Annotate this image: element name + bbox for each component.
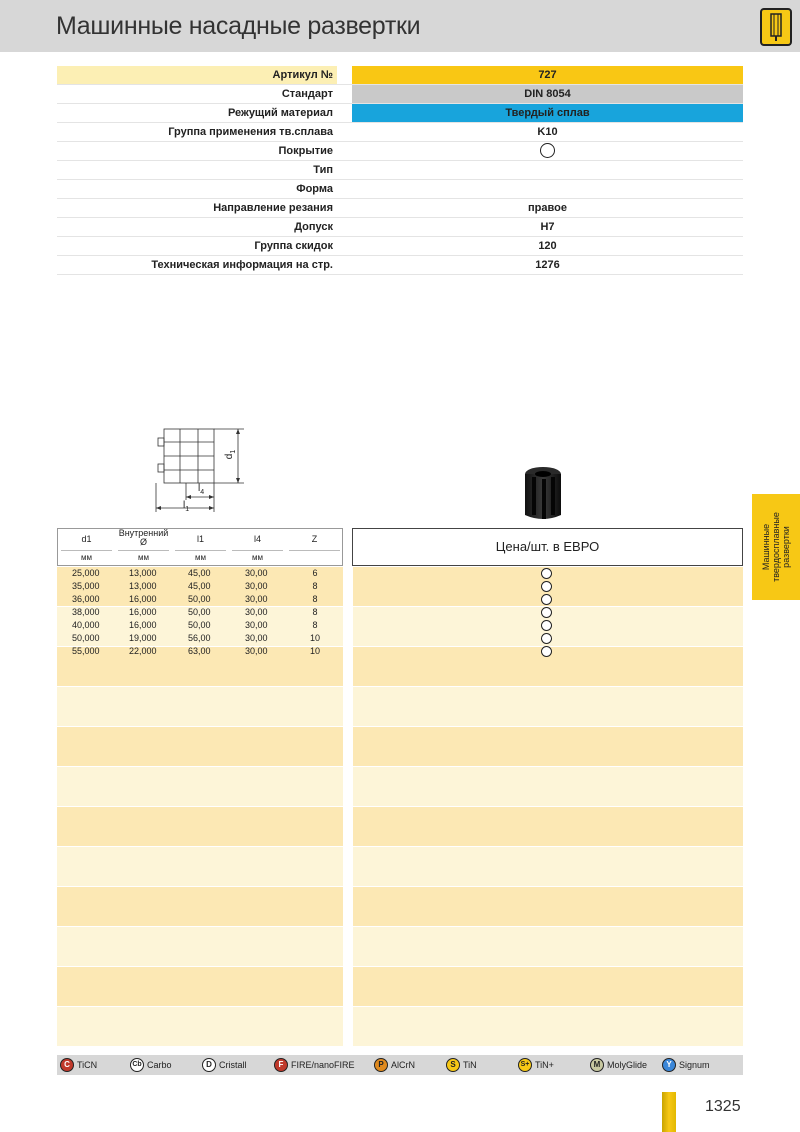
table-cell-d1: 25,000 — [72, 568, 100, 578]
table-cell-inner: 16,000 — [129, 607, 157, 617]
table-cell-z: 8 — [312, 620, 318, 630]
table-band — [353, 727, 743, 766]
dim-l1-label: $l_1$ — [183, 500, 190, 513]
table-cell-d1: 38,000 — [72, 607, 100, 617]
table-band — [57, 927, 343, 966]
table-row — [57, 580, 343, 593]
col-z-name: Z — [311, 534, 318, 544]
side-tab-label: Машинные твердосплавные развертки — [761, 512, 791, 582]
spec-value — [352, 180, 743, 198]
legend-label: TiCN — [77, 1060, 98, 1070]
table-cell-l1: 45,00 — [188, 568, 211, 578]
table-cell-l4: 30,00 — [245, 633, 268, 643]
price-on-request-icon — [541, 581, 552, 592]
table-cell-z: 8 — [312, 581, 318, 591]
col-l1-name: l1 — [196, 534, 204, 544]
col-d1-unit: мм — [81, 553, 92, 562]
page-title: Машинные насадные развертки — [56, 12, 421, 40]
price-on-request-icon — [541, 594, 552, 605]
price-on-request-icon — [541, 607, 552, 618]
spec-value: DIN 8054 — [352, 85, 743, 103]
spec-value: 727 — [352, 66, 743, 84]
coating-badge-icon: Y — [662, 1058, 676, 1072]
page-number: 1325 — [705, 1098, 741, 1115]
table-row — [57, 632, 343, 645]
spec-row — [57, 85, 743, 104]
coating-badge-icon: P — [374, 1058, 388, 1072]
table-cell-d1: 40,000 — [72, 620, 100, 630]
spec-row — [57, 180, 743, 199]
dim-l4-label: $l_4$ — [198, 483, 205, 496]
table-band — [353, 847, 743, 886]
table-cell-inner: 22,000 — [129, 646, 157, 656]
col-d1 — [58, 529, 115, 565]
table-band — [57, 807, 343, 846]
col-l1 — [172, 529, 229, 565]
legend-label: Signum — [679, 1060, 710, 1070]
table-cell-l1: 63,00 — [188, 646, 211, 656]
table-cell-l1: 50,00 — [188, 620, 211, 630]
table-cell-inner: 19,000 — [129, 633, 157, 643]
dimension-table-header — [57, 528, 343, 566]
col-d1-name: d1 — [81, 534, 92, 544]
spec-row — [57, 123, 743, 142]
table-cell-z: 6 — [312, 568, 318, 578]
table-cell-d1: 55,000 — [72, 646, 100, 656]
coating-legend — [57, 1055, 743, 1075]
table-cell-inner: 16,000 — [129, 620, 157, 630]
legend-label: TiN — [463, 1060, 477, 1070]
spec-table — [57, 66, 743, 275]
spec-row — [57, 142, 743, 161]
coating-badge-icon: M — [590, 1058, 604, 1072]
table-cell-d1: 50,000 — [72, 633, 100, 643]
spec-label: Форма — [296, 183, 333, 195]
table-band — [57, 687, 343, 726]
price-on-request-icon — [541, 633, 552, 644]
table-band — [57, 1007, 343, 1046]
page-number-bar — [662, 1092, 676, 1132]
price-on-request-icon — [541, 568, 552, 579]
spec-row — [57, 199, 743, 218]
col-inner-diameter-name: Внутренний Ø — [118, 528, 169, 547]
table-cell-l4: 30,00 — [245, 620, 268, 630]
legend-label: AlCrN — [391, 1060, 415, 1070]
table-cell-l4: 30,00 — [245, 568, 268, 578]
table-cell-l1: 56,00 — [188, 633, 211, 643]
table-cell-inner: 13,000 — [129, 568, 157, 578]
spec-label: Тип — [313, 164, 333, 176]
table-cell-l4: 30,00 — [245, 581, 268, 591]
table-band — [57, 727, 343, 766]
spec-label: Группа применения тв.сплава — [168, 126, 333, 138]
spec-value: H7 — [540, 221, 555, 233]
spec-label: Техническая информация на стр. — [151, 259, 333, 271]
spec-row — [57, 218, 743, 237]
table-band — [353, 687, 743, 726]
col-inner-diameter — [115, 529, 172, 565]
table-band — [353, 767, 743, 806]
table-cell-inner: 16,000 — [129, 594, 157, 604]
coating-badge-icon: S — [446, 1058, 460, 1072]
table-row — [57, 619, 343, 632]
col-l4 — [229, 529, 286, 565]
table-cell-l4: 30,00 — [245, 607, 268, 617]
uncoated-circle-icon — [540, 143, 555, 158]
table-cell-z: 10 — [309, 646, 320, 656]
page-header — [0, 0, 800, 52]
spec-label: Допуск — [294, 221, 333, 233]
dim-d1-label: $d_1$ — [224, 449, 238, 460]
legend-label: Cristall — [219, 1060, 247, 1070]
table-cell-l1: 50,00 — [188, 594, 211, 604]
col-l4-unit: мм — [252, 553, 263, 562]
table-cell-l4: 30,00 — [245, 646, 268, 656]
table-band — [57, 887, 343, 926]
col-z — [286, 529, 343, 565]
table-band — [353, 927, 743, 966]
spec-value: K10 — [537, 126, 558, 138]
table-cell-l4: 30,00 — [245, 594, 268, 604]
table-cell-l1: 50,00 — [188, 607, 211, 617]
legend-label: FIRE/nanoFIRE — [291, 1060, 355, 1070]
spec-value: 120 — [538, 240, 557, 252]
table-band — [353, 1007, 743, 1046]
spec-label: Стандарт — [281, 88, 333, 100]
spec-value: правое — [528, 202, 567, 214]
table-band — [57, 767, 343, 806]
price-on-request-icon — [541, 646, 552, 657]
spec-label: Группа скидок — [254, 240, 333, 252]
table-row — [57, 645, 343, 658]
spec-row — [57, 104, 743, 123]
table-row — [57, 567, 343, 580]
coating-badge-icon: Cb — [130, 1058, 144, 1072]
spec-value: Твердый сплав — [352, 104, 743, 122]
price-header: Цена/шт. в ЕВРО — [352, 528, 743, 566]
spec-value — [352, 161, 743, 179]
spec-label: Режущий материал — [227, 107, 333, 119]
spec-label: Покрытие — [278, 145, 333, 157]
table-cell-z: 8 — [312, 594, 318, 604]
product-photo — [518, 463, 568, 525]
table-cell-z: 10 — [309, 633, 320, 643]
table-row — [57, 593, 343, 606]
col-l4-name: l4 — [253, 534, 261, 544]
spec-row — [57, 66, 743, 85]
legend-label: MolyGlide — [607, 1060, 648, 1070]
spec-value — [352, 142, 743, 160]
table-cell-d1: 35,000 — [72, 581, 100, 591]
table-cell-d1: 36,000 — [72, 594, 100, 604]
table-cell-l1: 45,00 — [188, 581, 211, 591]
technical-drawing — [150, 420, 260, 515]
table-band — [353, 887, 743, 926]
spec-value: 1276 — [535, 259, 560, 271]
spec-row — [57, 256, 743, 275]
table-band — [57, 967, 343, 1006]
section-side-tab[interactable] — [752, 494, 800, 600]
coating-badge-icon: S+ — [518, 1058, 532, 1072]
table-band — [57, 847, 343, 886]
legend-label: Carbo — [147, 1060, 172, 1070]
col-inner-diameter-unit: мм — [138, 553, 149, 562]
coating-badge-icon: F — [274, 1058, 288, 1072]
spec-row — [57, 161, 743, 180]
table-band — [353, 807, 743, 846]
spec-label: Направление резания — [213, 202, 333, 214]
reamer-icon — [760, 8, 792, 46]
spec-row — [57, 237, 743, 256]
table-cell-inner: 13,000 — [129, 581, 157, 591]
legend-label: TiN+ — [535, 1060, 554, 1070]
table-band — [353, 967, 743, 1006]
coating-badge-icon: C — [60, 1058, 74, 1072]
table-row — [57, 606, 343, 619]
price-on-request-icon — [541, 620, 552, 631]
table-cell-z: 8 — [312, 607, 318, 617]
coating-badge-icon: D — [202, 1058, 216, 1072]
spec-label: Артикул № — [57, 66, 337, 84]
col-l1-unit: мм — [195, 553, 206, 562]
